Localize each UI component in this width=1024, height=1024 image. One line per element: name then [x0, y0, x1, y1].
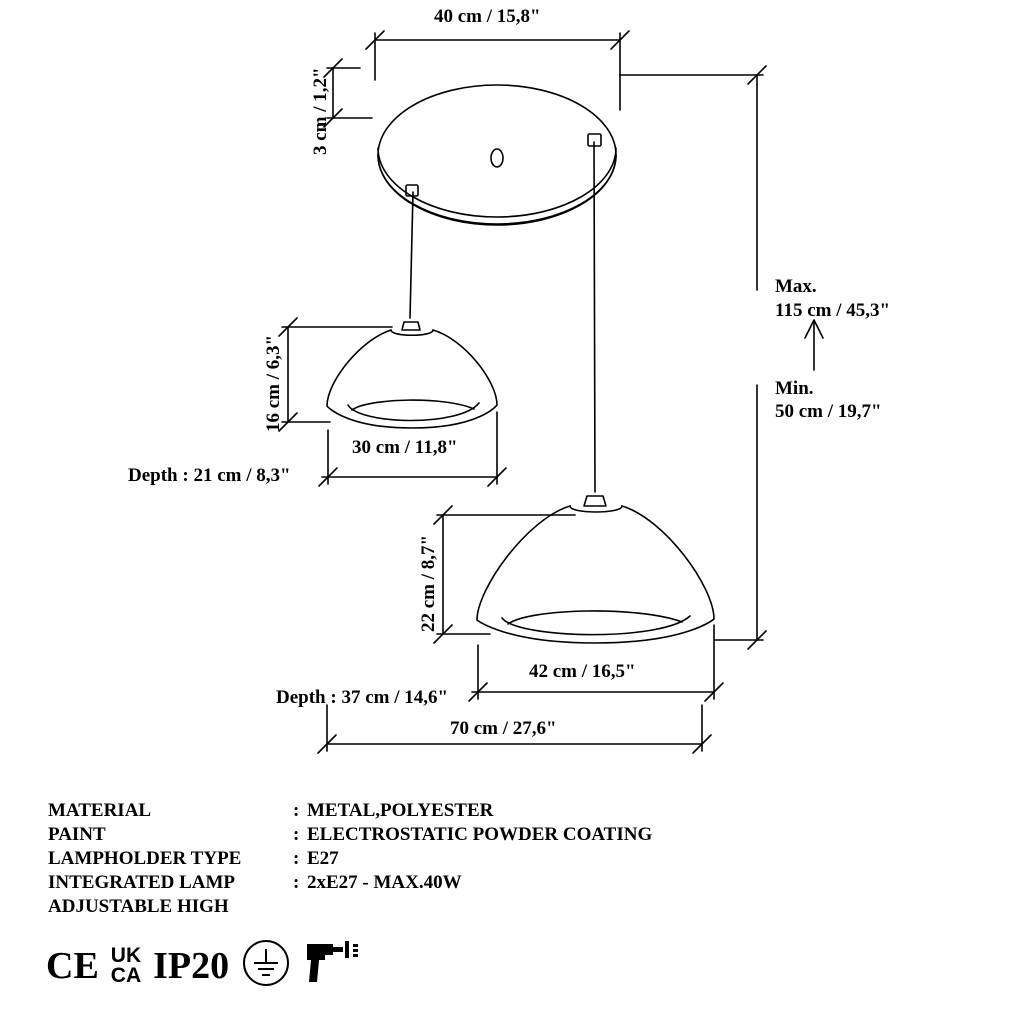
label-small-height: 16 cm / 6,3" — [263, 334, 284, 432]
dim-small-height — [279, 318, 392, 431]
label-max: Max. — [775, 276, 817, 297]
small-pendant — [327, 185, 497, 428]
spec-colon: : — [293, 800, 300, 821]
spec-value — [307, 896, 652, 920]
spec-key: INTEGRATED LAMP — [48, 872, 236, 893]
label-max-value: 115 cm / 45,3" — [775, 300, 891, 321]
spec-row — [48, 848, 652, 872]
dim-height-range — [620, 66, 823, 649]
spec-colon: : — [293, 848, 300, 869]
specifications-table — [48, 800, 652, 920]
ukca-line2: CA — [110, 963, 142, 987]
dim-large-height — [434, 506, 575, 643]
ce-mark-icon: CE — [46, 944, 99, 987]
spec-key: MATERIAL — [48, 800, 152, 821]
spec-row — [48, 872, 652, 896]
spec-value: ELECTROSTATIC POWDER COATING — [307, 824, 653, 845]
spec-key: LAMPHOLDER TYPE — [48, 848, 242, 869]
spec-value: METAL,POLYESTER — [307, 800, 494, 821]
large-pendant — [477, 134, 714, 643]
spec-value: E27 — [307, 848, 339, 869]
spec-value: 2xE27 - MAX.40W — [307, 872, 462, 893]
spec-colon: : — [293, 872, 300, 893]
spec-key: PAINT — [48, 824, 106, 845]
label-min: Min. — [775, 378, 814, 399]
spec-colon: : — [293, 824, 300, 845]
certification-badges — [46, 938, 359, 993]
canopy — [378, 85, 616, 225]
dim-canopy-width — [366, 31, 629, 110]
ukca-mark-icon — [111, 946, 141, 985]
spec-key: ADJUSTABLE HIGH — [48, 896, 229, 917]
label-large-height: 22 cm / 8,7" — [418, 534, 439, 632]
spec-row — [48, 800, 652, 824]
spec-row — [48, 896, 652, 920]
spray-gun-icon — [303, 938, 359, 993]
label-small-depth: Depth : 21 cm / 8,3" — [128, 465, 291, 486]
label-canopy-width: 40 cm / 15,8" — [434, 6, 541, 27]
label-canopy-height: 3 cm / 1,2" — [310, 67, 331, 155]
spec-row — [48, 824, 652, 848]
ukca-line1: UK — [110, 944, 142, 968]
spec-colon — [293, 896, 307, 920]
earth-ground-icon — [241, 938, 291, 993]
label-large-width: 42 cm / 16,5" — [529, 661, 636, 682]
label-small-width: 30 cm / 11,8" — [352, 437, 458, 458]
label-large-depth: Depth : 37 cm / 14,6" — [276, 687, 449, 708]
label-total-width: 70 cm / 27,6" — [450, 718, 557, 739]
ip-rating-label: IP20 — [153, 944, 230, 987]
label-min-value: 50 cm / 19,7" — [775, 401, 882, 422]
